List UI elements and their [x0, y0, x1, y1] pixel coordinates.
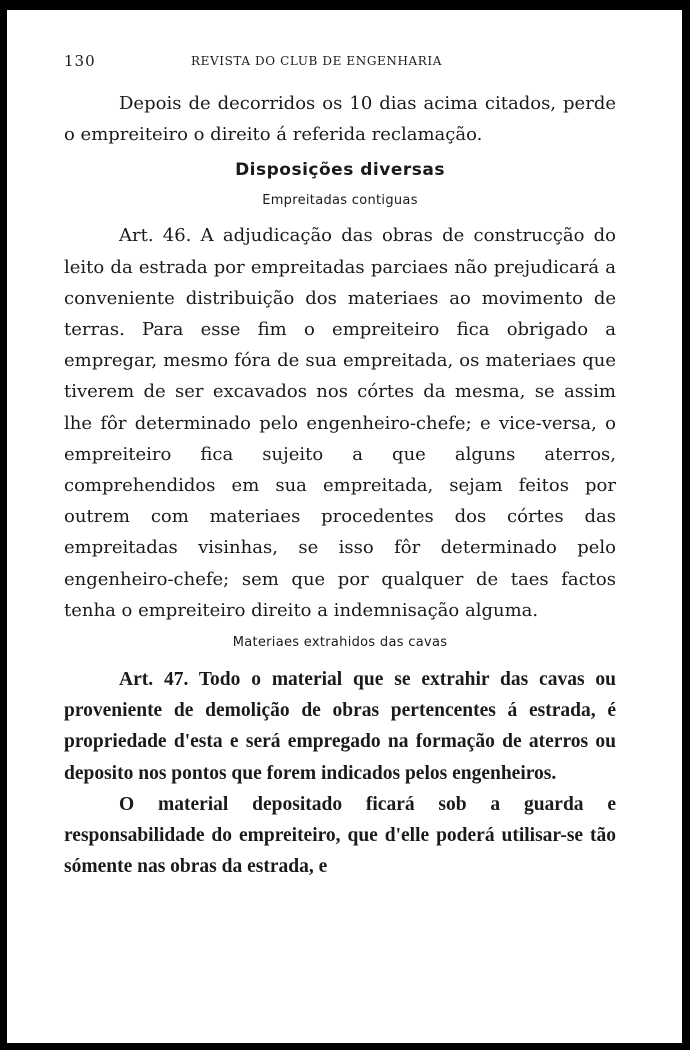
running-title: REVISTA DO CLUB DE ENGENHARIA	[191, 54, 443, 68]
page-body	[64, 88, 616, 882]
section-heading: Disposições diversas	[235, 160, 445, 181]
intro-paragraph: Depois de decorridos os 10 dias acima citados, perde o empreiteiro o direito á referida reclamação.	[64, 93, 616, 146]
subheading-empreitadas-contiguas: Empreitadas contiguas	[262, 193, 418, 209]
article-47-paragraph: Art. 47. Todo o material que se extrahir das cavas ou proveniente de demolição de obras pertencentes á estrada, é propriedade d'esta e será empregado na formação de aterros ou deposito nos pontos que forem indicados pelos engenheiros.	[64, 669, 616, 784]
page-header	[64, 52, 624, 76]
page-number: 130	[64, 52, 96, 70]
article-46-paragraph: Art. 46. A adjudicação das obras de construcção do leito da estrada por empreitadas parciaes não prejudicará a conveniente distribuição dos materiaes ao movimento de terras. Para esse fim o empreiteiro fica obrigado a empregar, mesmo fóra de sua empreitada, os materiaes que tiverem de ser excavados nos córtes da mesma, se assim lhe fôr determinado pelo engenheiro-chefe; e vice-versa, o empreiteiro fica sujeito a que alguns aterros, comprehendidos em sua empreitada, sejam feitos por outrem com materiaes procedentes dos córtes das empreitadas visinhas, se isso fôr determinado pelo engenheiro-chefe; sem que por qualquer de taes factos tenha o empreiteiro direito a indemnisação alguma.	[64, 225, 616, 621]
subheading-materiaes-extrahidos: Materiaes extrahidos das cavas	[232, 635, 448, 651]
document-page	[7, 10, 682, 1043]
final-paragraph: O material depositado ficará sob a guarda e responsabilidade do empreiteiro, que d'elle poderá utilisar-se tão sómente nas obras da estrada, e	[64, 793, 616, 878]
